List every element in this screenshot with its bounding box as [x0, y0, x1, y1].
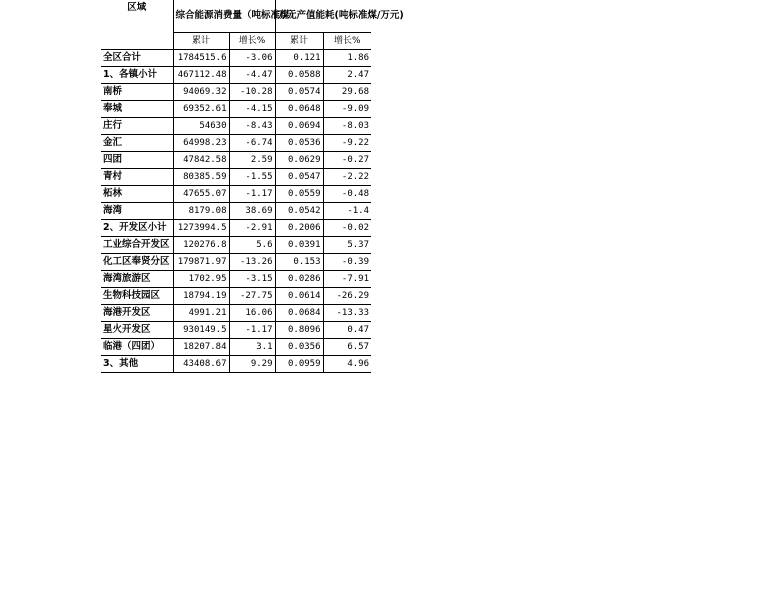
region-cell: 化工区奉贤分区 [101, 254, 173, 271]
energy-total-cell: 80385.59 [173, 169, 229, 186]
energy-growth-cell: 9.29 [229, 356, 275, 373]
region-cell: 南桥 [101, 84, 173, 101]
energy-growth-cell: -8.43 [229, 118, 275, 135]
table-row [101, 322, 371, 339]
intensity-total-cell: 0.0574 [275, 84, 323, 101]
region-cell: 海湾旅游区 [101, 271, 173, 288]
region-cell: 奉城 [101, 101, 173, 118]
energy-total-cell: 64998.23 [173, 135, 229, 152]
energy-total-cell: 930149.5 [173, 322, 229, 339]
energy-total-cell: 43408.67 [173, 356, 229, 373]
region-cell: 1、各镇小计 [101, 67, 173, 84]
energy-total-cell: 94069.32 [173, 84, 229, 101]
intensity-total-cell: 0.0559 [275, 186, 323, 203]
region-cell: 四团 [101, 152, 173, 169]
energy-cum-header: 累计 [173, 33, 229, 50]
energy-total-cell: 18794.19 [173, 288, 229, 305]
intensity-total-cell: 0.0694 [275, 118, 323, 135]
energy-total-cell: 1273994.5 [173, 220, 229, 237]
table-row [101, 169, 371, 186]
intensity-growth-cell: 5.37 [323, 237, 371, 254]
energy-growth-cell: -1.17 [229, 322, 275, 339]
intensity-growth-cell: -8.03 [323, 118, 371, 135]
region-cell: 3、其他 [101, 356, 173, 373]
intensity-growth-cell: -9.09 [323, 101, 371, 118]
energy-total-cell: 4991.21 [173, 305, 229, 322]
table-row [101, 84, 371, 101]
table-row [101, 237, 371, 254]
energy-intensity-header: 万元产值能耗(吨标准煤/万元) [275, 0, 371, 33]
intensity-growth-cell: -2.22 [323, 169, 371, 186]
table-row [101, 339, 371, 356]
energy-growth-cell: 38.69 [229, 203, 275, 220]
table-row [101, 356, 371, 373]
energy-growth-cell: -27.75 [229, 288, 275, 305]
region-header: 区域 [101, 0, 173, 50]
energy-growth-cell: -1.17 [229, 186, 275, 203]
intensity-growth-cell: 4.96 [323, 356, 371, 373]
table-row [101, 305, 371, 322]
intensity-total-cell: 0.0588 [275, 67, 323, 84]
energy-growth-cell: -4.15 [229, 101, 275, 118]
intensity-growth-cell: -13.33 [323, 305, 371, 322]
intensity-growth-header: 增长% [323, 33, 371, 50]
intensity-total-cell: 0.0542 [275, 203, 323, 220]
intensity-growth-cell: 0.47 [323, 322, 371, 339]
energy-total-cell: 1702.95 [173, 271, 229, 288]
energy-total-cell: 47842.58 [173, 152, 229, 169]
table-row [101, 220, 371, 237]
intensity-total-cell: 0.2006 [275, 220, 323, 237]
table-row [101, 67, 371, 84]
energy-growth-cell: -2.91 [229, 220, 275, 237]
header-row [101, 0, 371, 33]
energy-growth-cell: -13.26 [229, 254, 275, 271]
energy-growth-cell: -1.55 [229, 169, 275, 186]
energy-growth-cell: -6.74 [229, 135, 275, 152]
region-cell: 金汇 [101, 135, 173, 152]
energy-total-cell: 69352.61 [173, 101, 229, 118]
region-cell: 庄行 [101, 118, 173, 135]
energy-growth-cell: 2.59 [229, 152, 275, 169]
region-cell: 海湾 [101, 203, 173, 220]
intensity-growth-cell: -1.4 [323, 203, 371, 220]
intensity-total-cell: 0.153 [275, 254, 323, 271]
intensity-growth-cell: -0.27 [323, 152, 371, 169]
table-row [101, 135, 371, 152]
intensity-total-cell: 0.0286 [275, 271, 323, 288]
intensity-total-cell: 0.0629 [275, 152, 323, 169]
intensity-total-cell: 0.0614 [275, 288, 323, 305]
intensity-growth-cell: -7.91 [323, 271, 371, 288]
energy-growth-cell: -3.15 [229, 271, 275, 288]
intensity-growth-cell: -26.29 [323, 288, 371, 305]
energy-growth-cell: 3.1 [229, 339, 275, 356]
region-cell: 全区合计 [101, 50, 173, 67]
intensity-total-cell: 0.0547 [275, 169, 323, 186]
table-row [101, 271, 371, 288]
energy-total-cell: 467112.48 [173, 67, 229, 84]
table-row [101, 254, 371, 271]
intensity-total-cell: 0.8096 [275, 322, 323, 339]
table-row [101, 186, 371, 203]
intensity-total-cell: 0.0684 [275, 305, 323, 322]
energy-total-cell: 47655.07 [173, 186, 229, 203]
intensity-total-cell: 0.0391 [275, 237, 323, 254]
table-row [101, 50, 371, 67]
energy-growth-cell: -4.47 [229, 67, 275, 84]
table-row [101, 101, 371, 118]
region-cell: 工业综合开发区 [101, 237, 173, 254]
energy-consumption-header: 综合能源消费量（吨标准煤） [173, 0, 275, 33]
intensity-growth-cell: -0.48 [323, 186, 371, 203]
intensity-total-cell: 0.0536 [275, 135, 323, 152]
energy-total-cell: 1784515.6 [173, 50, 229, 67]
table-row [101, 203, 371, 220]
energy-growth-header: 增长% [229, 33, 275, 50]
energy-total-cell: 8179.08 [173, 203, 229, 220]
energy-growth-cell: 16.06 [229, 305, 275, 322]
intensity-total-cell: 0.0648 [275, 101, 323, 118]
energy-total-cell: 54630 [173, 118, 229, 135]
energy-total-cell: 120276.8 [173, 237, 229, 254]
region-cell: 柘林 [101, 186, 173, 203]
energy-growth-cell: -10.28 [229, 84, 275, 101]
intensity-cum-header: 累计 [275, 33, 323, 50]
intensity-total-cell: 0.0356 [275, 339, 323, 356]
table-row [101, 288, 371, 305]
intensity-growth-cell: -0.02 [323, 220, 371, 237]
region-cell: 星火开发区 [101, 322, 173, 339]
intensity-growth-cell: -9.22 [323, 135, 371, 152]
region-cell: 海港开发区 [101, 305, 173, 322]
table-row [101, 118, 371, 135]
intensity-growth-cell: -0.39 [323, 254, 371, 271]
intensity-total-cell: 0.121 [275, 50, 323, 67]
table-row [101, 152, 371, 169]
intensity-growth-cell: 1.86 [323, 50, 371, 67]
intensity-growth-cell: 6.57 [323, 339, 371, 356]
energy-total-cell: 18207.84 [173, 339, 229, 356]
energy-growth-cell: 5.6 [229, 237, 275, 254]
intensity-growth-cell: 29.68 [323, 84, 371, 101]
region-cell: 2、开发区小计 [101, 220, 173, 237]
region-cell: 青村 [101, 169, 173, 186]
region-cell: 临港（四团） [101, 339, 173, 356]
intensity-growth-cell: 2.47 [323, 67, 371, 84]
region-cell: 生物科技园区 [101, 288, 173, 305]
intensity-total-cell: 0.0959 [275, 356, 323, 373]
energy-table [101, 0, 404, 373]
energy-total-cell: 179871.97 [173, 254, 229, 271]
energy-growth-cell: -3.06 [229, 50, 275, 67]
